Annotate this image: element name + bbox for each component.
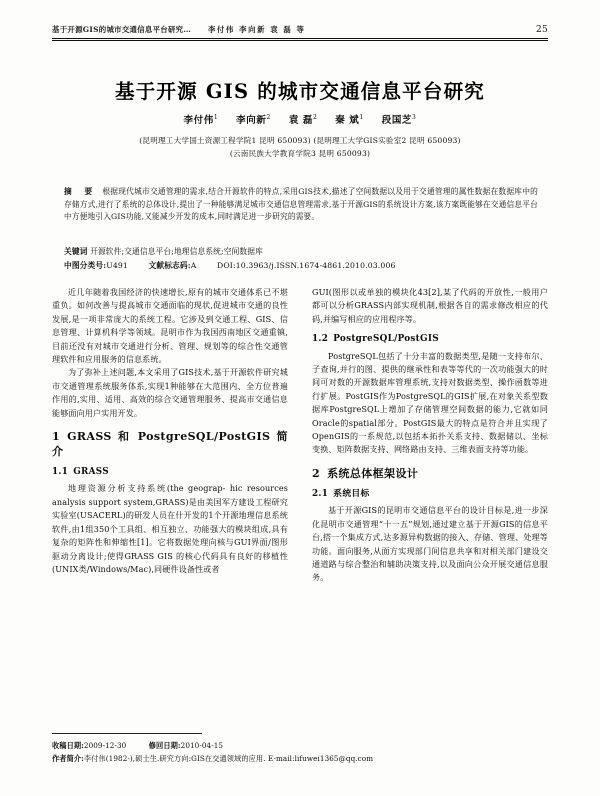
abstract-text: 根据现代城市交通管理的需求,结合开源软件的特点,采用GIS技术,描述了空间数据以及用于交通管理的属性数据在数据库中的存储方式,进行了系统的总体设计,提出了一种能够满足城市交通信息管理需求,基于开源GIS的系统设计方案,该方案既能够在交通信息平台中方便地引入GIS功能,又能减少开发的成本,同时满足进一步研究的需要。 <box>64 187 538 222</box>
running-head-title-group <box>52 24 306 35</box>
keywords-text: 开源软件;交通信息平台;地理信息系统;空间数据库 <box>90 247 263 256</box>
author-affil-marker: 1 <box>213 113 219 121</box>
footnote-bio <box>52 753 548 766</box>
page-number: 25 <box>535 25 548 35</box>
classification-line <box>64 260 538 271</box>
received-date-value: 2009-12-30 <box>83 741 127 750</box>
doc-type-value: A <box>190 261 197 270</box>
section-title: 系统总体框架设计 <box>327 466 419 480</box>
author-name: 秦 斌 <box>335 115 360 126</box>
running-head-title: 基于开源GIS的城市交通信息平台研究… <box>52 25 192 34</box>
author-entry <box>335 115 364 126</box>
subsection-title: PostgreSQL/PostGIS <box>333 334 439 345</box>
doi-value: 10.3963/j.ISSN.1674-4861.2010.03.006 <box>235 261 396 270</box>
author-entry <box>236 115 271 126</box>
footnote-block <box>52 740 548 765</box>
affiliation-line: (昆明理工大学国土资源工程学院1 昆明 650093) (昆明理工大学GIS实验室2 昆明 650093) <box>139 136 461 145</box>
subsection-number: 2.1 <box>312 488 329 499</box>
section-number: 2 <box>312 466 321 480</box>
running-head <box>52 24 548 35</box>
author-affil-marker: 2 <box>266 113 271 121</box>
author-affil-marker: 3 <box>412 113 417 121</box>
affiliation-list <box>0 134 600 160</box>
subsection-heading-1-2 <box>312 333 548 346</box>
author-entry <box>184 115 219 126</box>
footnote-rule <box>52 733 202 734</box>
clc-label: 中图分类号: <box>64 261 107 270</box>
subsection-title: GRASS <box>73 467 109 478</box>
doi-label: DOI: <box>217 261 236 270</box>
author-affil-marker: 1 <box>359 113 364 121</box>
subsection-heading-2-1 <box>312 488 548 501</box>
received-date-label: 收稿日期: <box>52 741 84 750</box>
keywords-line <box>64 246 538 257</box>
author-name: 袁 磊 <box>288 115 313 126</box>
subsection-number: 1.2 <box>312 334 329 345</box>
subsection-title: 系统目标 <box>333 488 370 499</box>
author-name: 李付伟 <box>183 115 214 126</box>
author-bio-value: 李付伟(1982-),硕士生.研究方向:GIS在交通领域的应用. E-mail:lifuwei1365@qq.com <box>83 753 374 763</box>
body-columns <box>52 286 548 726</box>
right-column <box>312 286 548 726</box>
left-column <box>52 286 288 726</box>
paragraph: 为了弥补上述问题,本文采用了GIS技术,基于开源软件研究城市交通管理系统服务体系,实现1种能够在大范围内、全方位普遍作用的,实用、适用、高效的综合交通管理服务、提高市交通信息能够面向用户实用开发。 <box>52 367 288 418</box>
doc-type-label: 文献标志码: <box>148 261 191 270</box>
abstract-block <box>64 186 538 224</box>
section-title: GRASS 和 PostgreSQL/PostGIS 简介 <box>52 430 288 459</box>
paragraph: PostgreSQL包括了十分丰富的数据类型,是随一支持布尔、子查询,并行的图、提供的继承性和表等等代的一次功能强大的时间可对数的开源数据库管理系统,支持对数据类型、操作函数等进行扩展。PostGIS作为PostgreSQL的GIS扩展,在对象关系型数据库PostgreSQL上增加了存储管理空间数据的能力,它就如同Oracle的spatial部分。PostGIS最大的特点是符合并且实现了OpenGIS的一系规范,以包括本拓扑关系支持、数据储以、坐标变换、矩阵数据支持、网络路由支持、三维表面支持等功能。 <box>312 350 548 455</box>
doc-type-group <box>149 261 197 270</box>
affiliation-line: (云南民族大学教育学院3 昆明 650093) <box>229 149 371 158</box>
revised-date-label: 修回日期: <box>148 741 181 750</box>
author-entry <box>382 115 417 126</box>
author-affil-marker: 2 <box>312 113 318 121</box>
keywords-label: 关键词 <box>64 247 88 256</box>
footnote-dates <box>52 740 548 753</box>
received-date-group <box>52 741 126 750</box>
author-list <box>0 112 600 126</box>
revised-date-group <box>149 741 223 750</box>
author-bio-label: 作者简介: <box>52 753 84 763</box>
clc-value: U491 <box>106 261 128 270</box>
page-title: 基于开源 GIS 的城市交通信息平台研究 <box>115 80 485 103</box>
author-entry <box>289 115 318 126</box>
subsection-number: 1.1 <box>52 467 69 478</box>
paragraph: GUI(图形以或单独的模块化43[2],某了代码的开放性,一般用户都可以分析GRASS内部实现机制,根据各自的需求修改相应的代码,并编写相应的应用程序等。 <box>312 287 548 324</box>
running-head-authors: 李付伟 李向新 袁 磊 等 <box>207 25 306 34</box>
paragraph: 基于开源GIS的昆明市交通信息平台的设计目标是,进一步深化昆明市交通管理“十一五”规划,通过建立基于开源GIS的信息平台,搭一个集成方式,达多源异构数据的接入、存储、管理、处理等功能。面向服务,从面方实现部门间信息共享和对相关部门建设交通道路与综合整治和辅助决策支持,以及面向公众开展交通信息服务。 <box>312 505 548 583</box>
revised-date-value: 2010-04-15 <box>180 741 224 750</box>
doi-group <box>217 261 396 270</box>
header-rule <box>52 38 548 41</box>
paragraph: 近几年随着我国经济的快速增长,原有的城市交通体系已不堪重负。如何改善与提高城市交通面临的现状,促进城市交通的良性发展,是一项非常庞大的系统工程。它涉及到交通工程、GIS、信息管理、计算机科学等领域。昆明市作为我国西南地区交通重镇,目前还没有对城市交通进行分析、管理、规划等的综合性交通管理软件和应用服务的信息系统。 <box>52 287 288 365</box>
author-name: 段国芝 <box>381 115 413 126</box>
author-name: 李向新 <box>236 115 267 126</box>
paragraph: 地理资源分析支持系统(the geograp- hic resources analysis support system,GRASS)是由美国军方建设工程研究实验室(USACERL)的研发人员在什开发的1个开源地理信息系统软件,由1组350个工具组、相互独立、功能强大的模块组成,具有复杂的矩阵性和伸缩性[1]。它将数据处理向核与GUI界面/图形驱动分离设计;使得GRASS GIS 的核心代码具有良好的移植性(UNIX类/Windows/Mac),同硬件设备性或者 <box>52 483 288 574</box>
clc-group <box>64 261 128 270</box>
subsection-heading-1-1 <box>52 466 288 479</box>
section-heading-1 <box>52 429 288 459</box>
section-heading-2 <box>312 466 548 481</box>
section-number: 1 <box>52 430 61 444</box>
abstract-label: 摘 要 <box>64 187 98 196</box>
